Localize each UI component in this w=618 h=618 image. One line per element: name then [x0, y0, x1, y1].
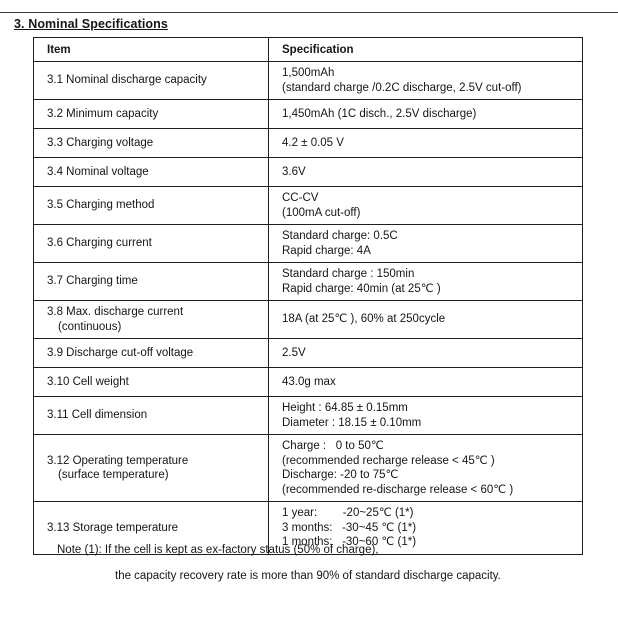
- item-cell: [34, 263, 269, 301]
- specification-cell: [269, 129, 583, 158]
- specification-cell: [269, 435, 583, 502]
- specification-line: Charge : 0 to 50℃: [282, 440, 384, 452]
- table-row: [34, 301, 583, 339]
- specification-line: 43.0g max: [282, 375, 336, 388]
- specification-line: Standard charge: 0.5C: [282, 230, 398, 242]
- column-header-specification: Specification: [269, 38, 583, 62]
- specification-line: 18A (at 25℃ ), 60% at 250cycle: [282, 313, 446, 326]
- table-body: [34, 62, 583, 555]
- table-row: [34, 62, 583, 100]
- item-line: (surface temperature): [58, 469, 169, 481]
- table-row: [34, 129, 583, 158]
- specification-line: (standard charge /0.2C discharge, 2.5V cut-off): [282, 81, 522, 94]
- table-row: [34, 225, 583, 263]
- specification-line: Diameter : 18.15 ± 0.10mm: [282, 416, 422, 429]
- specification-cell: [269, 263, 583, 301]
- specification-line: Rapid charge: 40min (at 25℃ ): [282, 282, 441, 295]
- item-cell: [34, 158, 269, 187]
- specification-line: Height : 64.85 ± 0.15mm: [282, 402, 408, 414]
- specification-line: CC-CV: [282, 192, 319, 204]
- item-cell: [34, 301, 269, 339]
- item-cell: [34, 187, 269, 225]
- table-row: [34, 435, 583, 502]
- item-cell: [34, 129, 269, 158]
- item-cell: [34, 100, 269, 129]
- footnote: [0, 543, 618, 584]
- item-line: 3.13 Storage temperature: [47, 521, 179, 534]
- specification-line: 1 months: -30~60 ℃ (1*): [282, 536, 417, 548]
- nominal-specifications-table: [33, 37, 583, 555]
- specification-line: Rapid charge: 4A: [282, 244, 371, 257]
- item-line: 3.3 Charging voltage: [47, 136, 154, 149]
- item-line: 3.9 Discharge cut-off voltage: [47, 346, 194, 359]
- table-row: [34, 397, 583, 435]
- column-header-item: Item: [34, 38, 269, 62]
- specification-line: 4.2 ± 0.05 V: [282, 136, 344, 149]
- specification-line: 1,500mAh: [282, 67, 335, 79]
- item-line: 3.1 Nominal discharge capacity: [47, 74, 207, 87]
- page-header-rule: [0, 12, 618, 13]
- table-row: [34, 100, 583, 129]
- specification-cell: [269, 301, 583, 339]
- item-line: 3.2 Minimum capacity: [47, 107, 159, 120]
- specification-line: 1,450mAh (1C disch., 2.5V discharge): [282, 107, 477, 120]
- footnote-line-1: Note (1): If the cell is kept as ex-factory status (50% of charge),: [57, 544, 379, 556]
- specification-cell: [269, 187, 583, 225]
- item-line: 3.11 Cell dimension: [47, 409, 148, 422]
- item-cell: [34, 435, 269, 502]
- specification-cell: [269, 100, 583, 129]
- specification-cell: [269, 368, 583, 397]
- table-row: [34, 368, 583, 397]
- table-row: [34, 187, 583, 225]
- specification-cell: [269, 339, 583, 368]
- specification-cell: [269, 62, 583, 100]
- item-line: 3.8 Max. discharge current: [47, 306, 184, 318]
- specification-line: 3 months: -30~45 ℃ (1*): [282, 521, 417, 534]
- item-line: 3.10 Cell weight: [47, 375, 129, 388]
- table-row: [34, 339, 583, 368]
- item-cell: [34, 397, 269, 435]
- specification-line: 2.5V: [282, 346, 306, 359]
- item-line: (continuous): [58, 320, 122, 333]
- item-cell: [34, 339, 269, 368]
- item-cell: [34, 368, 269, 397]
- item-line: 3.5 Charging method: [47, 199, 155, 212]
- specification-cell: [269, 397, 583, 435]
- footnote-line-2: the capacity recovery rate is more than 90% of standard discharge capacity.: [115, 570, 501, 582]
- item-cell: [34, 62, 269, 100]
- item-cell: [34, 225, 269, 263]
- table-header-row: [34, 38, 583, 62]
- specification-line: (recommended recharge release < 45℃ ): [282, 454, 495, 467]
- specification-line: 1 year: -20~25℃ (1*): [282, 507, 414, 519]
- specification-line: 3.6V: [282, 165, 306, 178]
- specification-line: (recommended re-discharge release < 60℃ ): [282, 483, 514, 496]
- specification-line: (100mA cut-off): [282, 206, 361, 219]
- item-line: 3.7 Charging time: [47, 275, 138, 288]
- specification-cell: [269, 225, 583, 263]
- table-row: [34, 263, 583, 301]
- item-line: 3.4 Nominal voltage: [47, 165, 149, 178]
- section-title: 3. Nominal Specifications: [14, 17, 168, 31]
- specification-line: Discharge: -20 to 75℃: [282, 469, 399, 481]
- item-line: 3.12 Operating temperature: [47, 454, 189, 467]
- specification-line: Standard charge : 150min: [282, 268, 415, 280]
- table-row: [34, 158, 583, 187]
- specification-cell: [269, 158, 583, 187]
- item-line: 3.6 Charging current: [47, 237, 152, 250]
